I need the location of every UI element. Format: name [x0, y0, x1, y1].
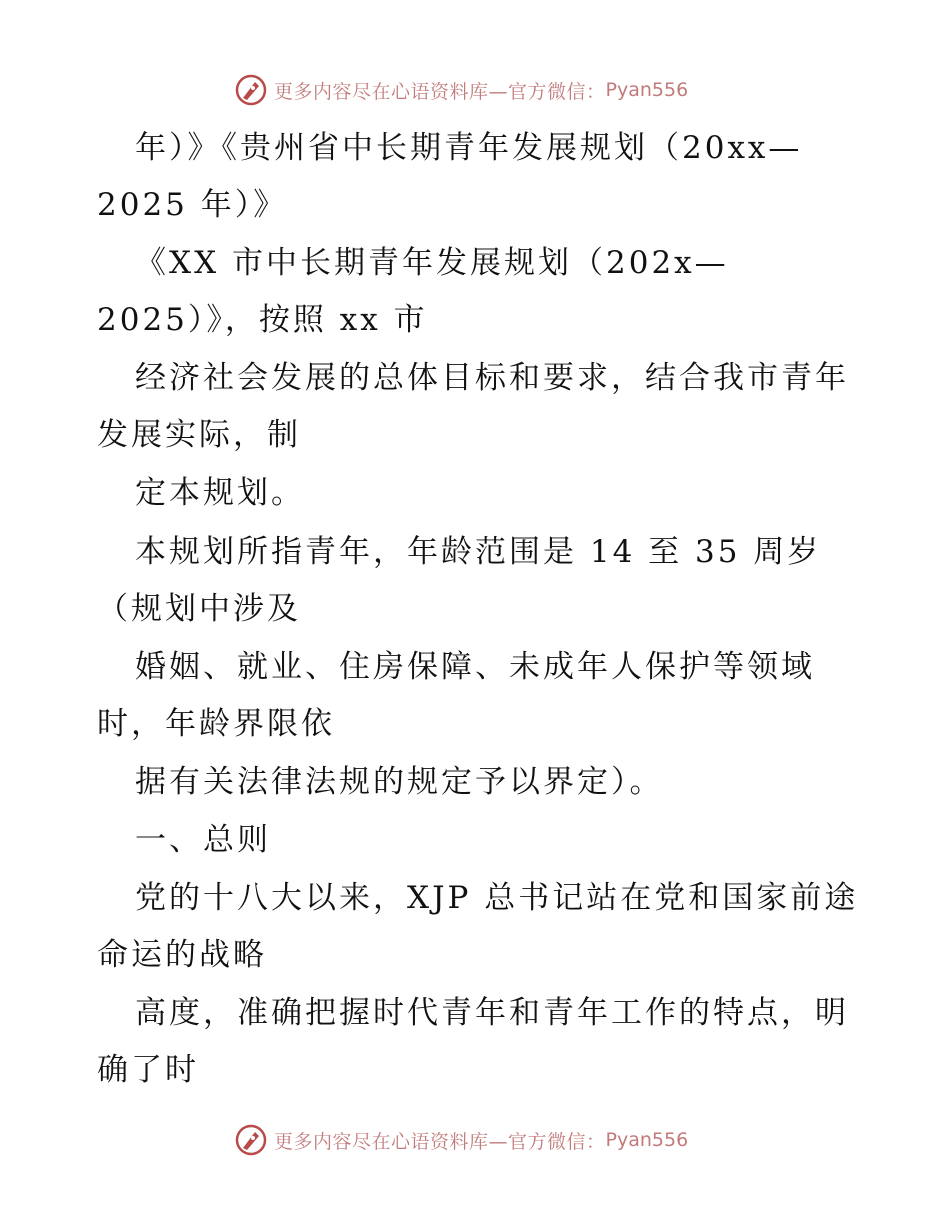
watermark-handle: Pyan556	[605, 1129, 689, 1151]
text-line: 本规划所指青年，年龄范围是 14 至 35 周岁	[135, 534, 822, 570]
text-line: 命运的战略	[97, 937, 267, 973]
text-line: 发展实际，制	[97, 417, 301, 453]
text-line: 婚姻、就业、住房保障、未成年人保护等领域	[135, 649, 815, 685]
watermark-text: 更多内容尽在心语资料库—官方微信：	[274, 80, 606, 103]
watermark-text: 更多内容尽在心语资料库—官方微信：	[274, 1130, 606, 1153]
text-line: 确了时	[97, 1052, 199, 1088]
section-heading: 一、总则	[135, 822, 271, 858]
header-watermark	[234, 72, 688, 108]
watermark-handle: Pyan556	[605, 79, 689, 101]
text-line: （规划中涉及	[97, 591, 301, 627]
text-line: 时，年龄界限依	[97, 706, 335, 742]
text-line: 据有关法律法规的规定予以界定）。	[135, 764, 664, 800]
footer-watermark	[234, 1122, 688, 1158]
text-line: 定本规划。	[135, 475, 305, 511]
text-line: 年）》《贵州省中长期青年发展规划（20xx—	[135, 130, 803, 166]
text-line: 高度，准确把握时代青年和青年工作的特点，明	[135, 995, 849, 1031]
pen-nib-logo-icon	[234, 1123, 268, 1157]
text-line: 《XX 市中长期青年发展规划（202x—	[135, 245, 729, 281]
text-line: 2025 年）》	[97, 187, 288, 223]
pen-nib-logo-icon	[234, 73, 268, 107]
text-line: 经济社会发展的总体目标和要求，结合我市青年	[135, 360, 849, 396]
text-line: 党的十八大以来，XJP 总书记站在党和国家前途	[135, 880, 859, 916]
text-line: 2025）》，按照 xx 市	[97, 302, 428, 338]
